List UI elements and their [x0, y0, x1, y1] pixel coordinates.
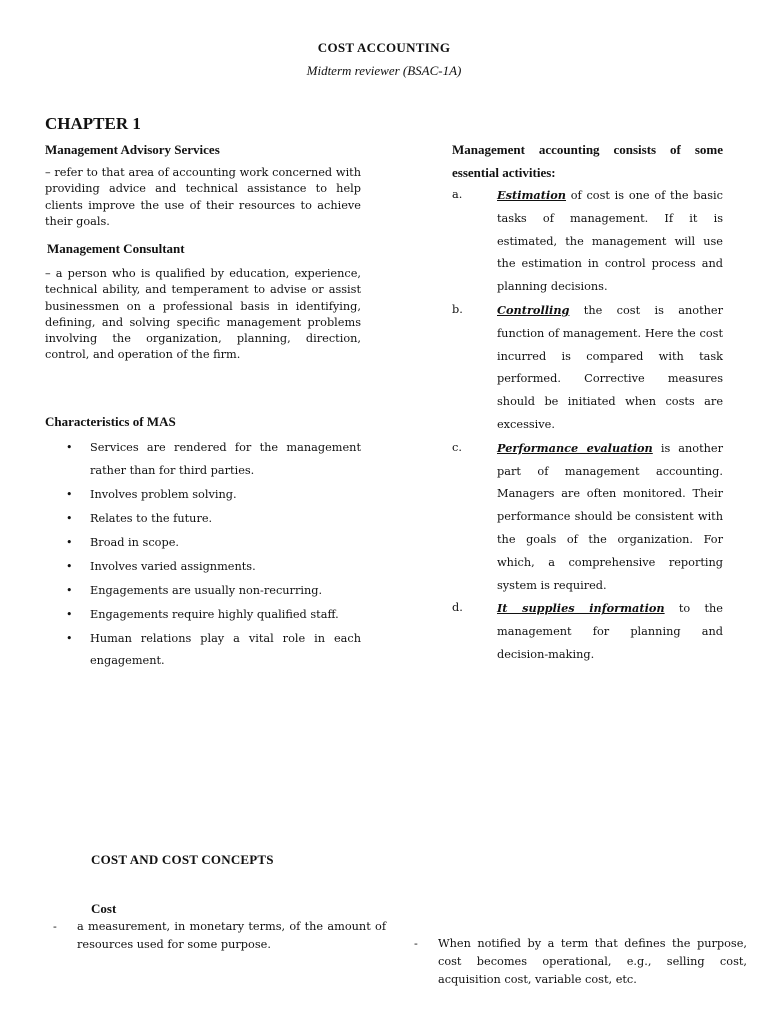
cost-operational-text: When notified by a term that defines the purpose, cost becomes operational, e.g., selling cost, acquisition cost, variable cost, etc.: [438, 937, 747, 986]
characteristic-item: [45, 556, 361, 579]
mas-definition: – refer to that area of accounting work concerned with providing advice and technical assistance to help clients improve the use of their resources to achieve their goals.: [45, 166, 361, 228]
activity-marker: a.: [452, 188, 463, 201]
characteristic-item: [45, 508, 361, 531]
bullet-icon: •: [66, 559, 73, 573]
cost-definition: a measurement, in monetary terms, of the amount of resources used for some purpose.: [77, 920, 386, 951]
bullet-icon: •: [66, 511, 73, 525]
consultant-definition: – a person who is qualified by education, experience, technical ability, and temperament to advise or assist businessmen on a professional basis in identifying, defining, and solving specific management problems involving the organization, planning, direction, control, and operation of the firm.: [45, 267, 361, 362]
cost-definition-item: [53, 918, 386, 953]
characteristics-list: [45, 437, 361, 674]
characteristic-item: [45, 628, 361, 674]
dash-marker: -: [414, 937, 418, 951]
bullet-icon: •: [66, 487, 73, 501]
characteristic-text: Human relations play a vital role in each engagement.: [90, 631, 361, 668]
activities-heading: Management accounting consists of some essential activities:: [452, 142, 723, 180]
activity-text: of cost is one of the basic tasks of management. If it is estimated, the management will use the estimation in control process and planning decisions.: [497, 189, 723, 294]
bullet-icon: •: [66, 607, 73, 621]
characteristic-text: Involves problem solving.: [90, 487, 237, 501]
bullet-icon: •: [66, 441, 73, 454]
activity-item: [452, 184, 723, 299]
cost-operational-item: [414, 935, 747, 988]
document-subtitle: Midterm reviewer (BSAC-1A): [306, 63, 462, 78]
cost-concepts-heading: COST AND COST CONCEPTS: [91, 852, 274, 867]
characteristic-text: Services are rendered for the management rather than for third parties.: [90, 441, 361, 477]
cost-heading: Cost: [91, 901, 117, 916]
characteristic-text: Involves varied assignments.: [90, 559, 256, 573]
dash-marker: -: [53, 920, 57, 933]
activity-text: to the management for planning and decision-making.: [497, 602, 723, 661]
activity-term: Controlling: [497, 302, 570, 317]
characteristic-text: Engagements are usually non-recurring.: [90, 583, 323, 597]
activity-term: It supplies information: [497, 601, 665, 616]
characteristic-item: [45, 532, 361, 555]
mas-heading: Management Advisory Services: [45, 142, 220, 157]
bullet-icon: •: [66, 583, 73, 597]
activity-item: [452, 437, 723, 598]
activity-term: Performance evaluation: [497, 440, 653, 455]
characteristic-text: Engagements require highly qualified staff.: [90, 607, 339, 621]
activity-text: is another part of management accounting. Managers are often monitored. Their performance should be consistent with the goals of the organization. For which, a comprehensive reporting system is required.: [497, 441, 723, 592]
characteristic-item: [45, 604, 361, 627]
characteristic-item: [45, 437, 361, 483]
bullet-icon: •: [66, 631, 73, 645]
characteristic-text: Relates to the future.: [90, 511, 213, 525]
document-title: COST ACCOUNTING: [317, 40, 451, 55]
activity-item: [452, 299, 723, 437]
activity-text: the cost is another function of management. Here the cost incurred is compared with task performed. Corrective measures should be initiated when costs are excessive.: [497, 303, 723, 431]
activity-marker: b.: [452, 302, 463, 316]
characteristic-text: Broad in scope.: [90, 535, 179, 549]
activity-term: Estimation: [497, 188, 567, 202]
characteristic-item: [45, 580, 361, 603]
activity-marker: d.: [452, 601, 463, 615]
chapter-heading: CHAPTER 1: [45, 114, 141, 133]
activities-list: [452, 184, 723, 667]
activity-marker: c.: [452, 440, 462, 454]
characteristic-item: [45, 484, 361, 507]
bullet-icon: •: [66, 535, 73, 549]
characteristics-heading: Characteristics of MAS: [45, 414, 176, 429]
consultant-heading: Management Consultant: [47, 241, 185, 256]
activity-item: [452, 597, 723, 666]
